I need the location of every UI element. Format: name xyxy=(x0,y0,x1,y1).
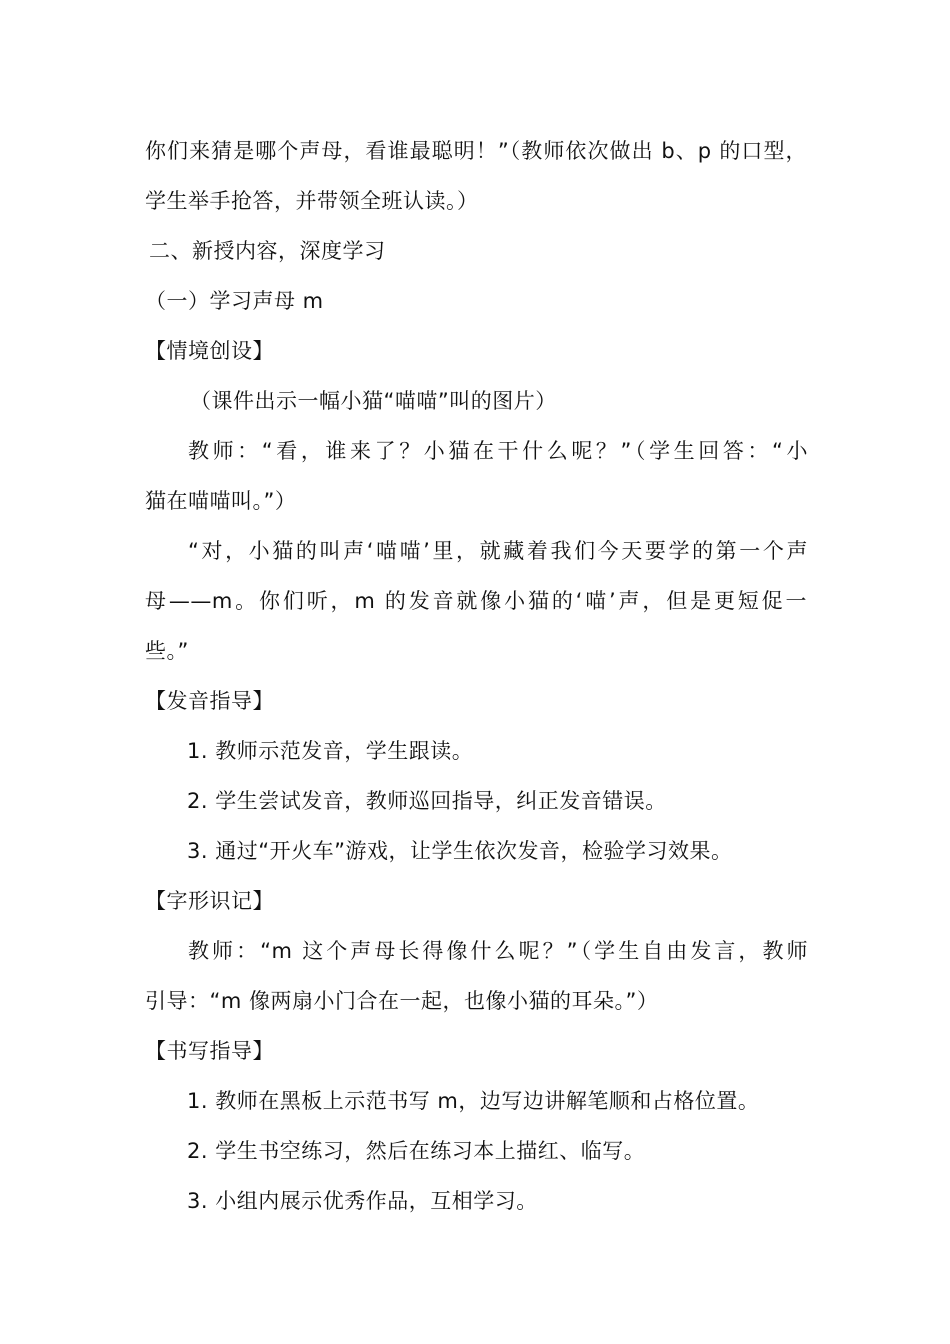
subsection-heading: （一）学习声母 m xyxy=(145,289,324,313)
writing-item: 3. 小组内展示优秀作品，互相学习。 xyxy=(187,1189,538,1213)
scenario-heading: 【情境创设】 xyxy=(145,339,274,363)
explain-line-2: 母——m。你们听，m 的发音就像小猫的‘喵’声，但是更短促一 xyxy=(145,589,807,613)
explain-line-1: “对，小猫的叫声‘喵喵’里，就藏着我们今天要学的第一个声 xyxy=(188,539,808,563)
section-heading: 二、新授内容，深度学习 xyxy=(149,239,386,263)
shape-line-2: 引导：“m 像两扇小门合在一起，也像小猫的耳朵。”） xyxy=(145,989,659,1013)
shape-line-1: 教师：“m 这个声母长得像什么呢？”（学生自由发言，教师 xyxy=(188,939,808,963)
shape-heading: 【字形识记】 xyxy=(145,889,274,913)
pronunciation-heading: 【发音指导】 xyxy=(145,689,274,713)
teacher-question-line-1: 教师：“看，谁来了？小猫在干什么呢？”（学生回答：“小 xyxy=(188,439,808,463)
writing-item: 2. 学生书空练习，然后在练习本上描红、临写。 xyxy=(187,1139,646,1163)
intro-line-2: 学生举手抢答，并带领全班认读。） xyxy=(145,189,479,213)
writing-item: 1. 教师在黑板上示范书写 m，边写边讲解笔顺和占格位置。 xyxy=(187,1089,760,1113)
pronunciation-item: 1. 教师示范发音，学生跟读。 xyxy=(187,739,474,763)
explain-line-3: 些。” xyxy=(145,639,189,663)
writing-heading: 【书写指导】 xyxy=(145,1039,274,1063)
intro-line-1: 你们来猜是哪个声母，看谁最聪明！”（教师依次做出 b、p 的口型， xyxy=(145,139,807,163)
teacher-question-line-2: 猫在喵喵叫。”） xyxy=(145,489,297,513)
scenario-courseware: （课件出示一幅小猫“喵喵”叫的图片） xyxy=(190,389,557,413)
pronunciation-item: 2. 学生尝试发音，教师巡回指导，纠正发音错误。 xyxy=(187,789,667,813)
pronunciation-item: 3. 通过“开火车”游戏，让学生依次发音，检验学习效果。 xyxy=(187,839,733,863)
